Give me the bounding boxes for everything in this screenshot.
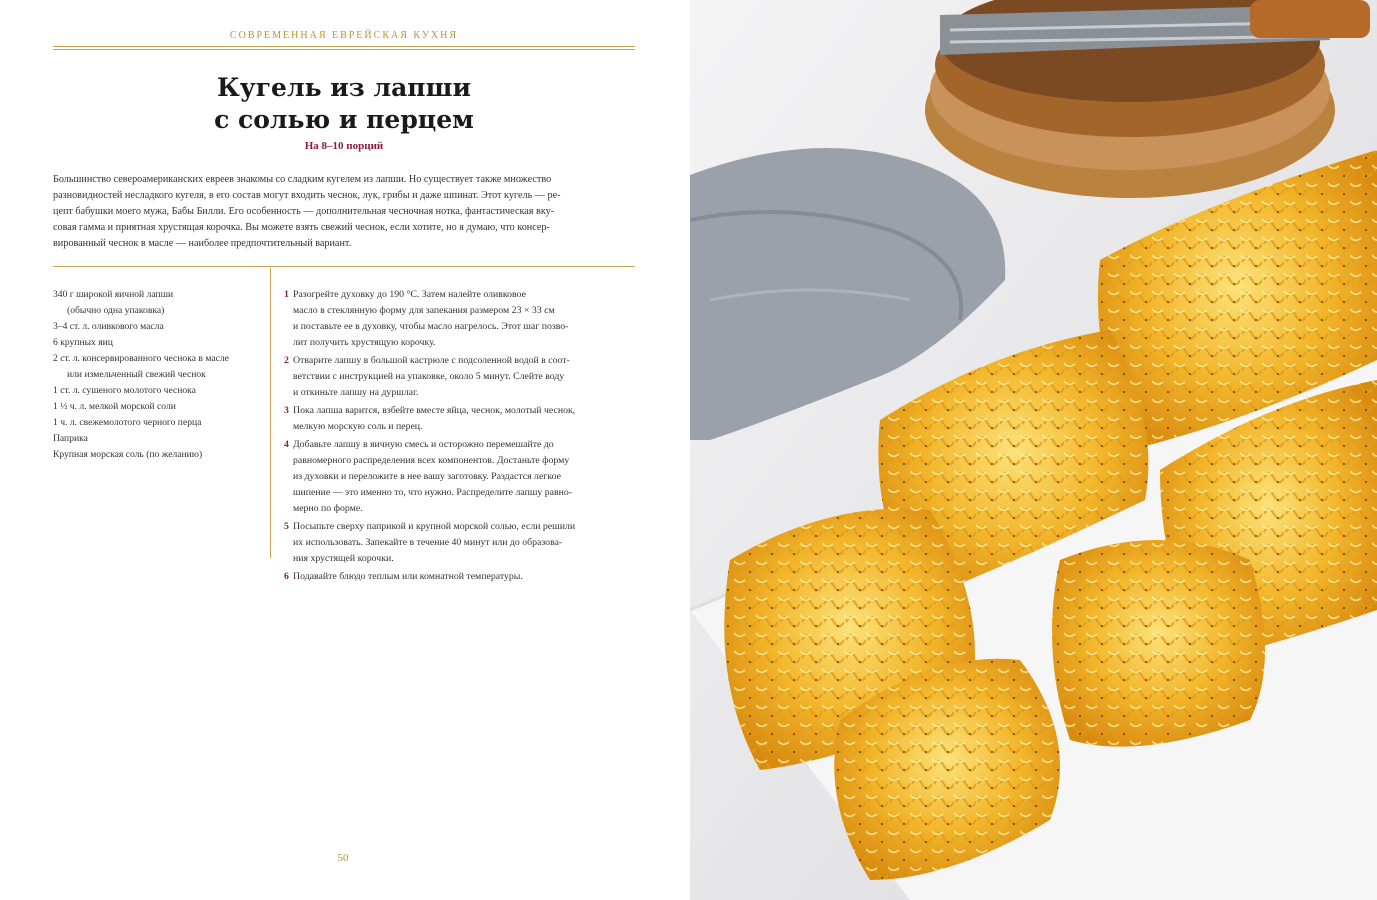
intro-line: совая гамма и приятная хрустящая корочка. Вы можете взять свежий чеснок, если хотите, но я думаю, что консер- <box>53 222 550 233</box>
step-text: Добавьте лапшу в яичную смесь и осторожно перемешайте до равномерного распределения всех компонентов. Достаньте форму из духовки и переложите в нее вашу заготовку. Раздастся легкое шипение — это именно то, что нужно. Распределите лапшу равно- мерно по форме. <box>293 439 573 514</box>
column-divider <box>270 268 271 558</box>
running-head: СОВРЕМЕННАЯ ЕВРЕЙСКАЯ КУХНЯ <box>229 30 459 41</box>
step-number: 4 <box>284 439 289 450</box>
step-item <box>284 437 636 517</box>
ingredient-item: Крупная морская соль (по желанию) <box>53 449 203 460</box>
step-text: Разогрейте духовку до 190 °С. Затем налейте оливковое масло в стеклянную форму для запекания размером 23 × 33 см и поставьте ее в духовку, чтобы масло нагрелось. Этот шаг позво- лит получить хрустящую корочку. <box>293 289 569 348</box>
header-rule <box>53 46 635 47</box>
title-line-1: Кугель из лапши <box>216 73 471 102</box>
step-number: 5 <box>284 521 289 532</box>
step-text: Пока лапша варится, взбейте вместе яйца, чеснок, молотый чеснок, мелкую морскую соль и перец. <box>293 405 576 432</box>
ingredient-item: 1 ½ ч. л. мелкой морской соли <box>53 401 176 412</box>
step-text: Отварите лапшу в большой кастрюле с подсоленной водой в соот- ветствии с инструкцией на упаковке, около 5 минут. Слейте воду и откиньте лапшу на дуршлаг. <box>293 355 570 398</box>
step-item <box>284 287 636 351</box>
intro-line: Большинство североамериканских евреев знакомы со сладким кугелем из лапши. Но существует также множество <box>53 174 552 185</box>
intro-line: вированный чеснок в масле — наиболее предпочтительный вариант. <box>53 238 352 249</box>
ingredient-item: 1 ст. л. сушеного молотого чеснока <box>53 385 196 396</box>
step-item <box>284 353 636 401</box>
ingredient-item: 2 ст. л. консервированного чеснока в масле или измельченный свежий чеснок <box>53 353 229 380</box>
ingredient-item: 3–4 ст. л. оливкового масла <box>53 321 164 332</box>
food-photo <box>690 0 1377 900</box>
step-text: Посыпьте сверху паприкой и крупной морской солью, если решили их использовать. Запекайте в течение 40 минут или до образова- ния хрустящей корочки. <box>293 521 576 564</box>
page-number: 50 <box>337 852 349 864</box>
servings: На 8–10 порций <box>304 140 384 152</box>
ingredients-list <box>53 287 263 463</box>
step-number: 1 <box>284 289 289 300</box>
step-number: 6 <box>284 571 289 582</box>
ingredient-item: 340 г широкой яичной лапши (обычно одна упаковка) <box>53 289 174 316</box>
step-item <box>284 519 636 567</box>
ingredient-item: Паприка <box>53 433 88 444</box>
intro-line: цепт бабушки моего мужа, Бабы Билли. Его особенность — дополнительная чесночная нотка, фантастическая вку- <box>53 206 555 217</box>
intro-line: разновидностей несладкого кугеля, в его состав могут входить чеснок, лук, грибы и даже шпинат. Этот кугель — ре- <box>53 190 561 201</box>
recipe-title <box>53 72 635 136</box>
steps-list <box>284 287 636 587</box>
step-item <box>284 403 636 435</box>
ingredient-item: 6 крупных яиц <box>53 337 113 348</box>
section-rule <box>53 266 635 267</box>
ingredient-item: 1 ч. л. свежемолотого черного перца <box>53 417 202 428</box>
step-item <box>284 569 636 585</box>
intro-paragraph <box>53 172 637 252</box>
step-number: 3 <box>284 405 289 416</box>
kugel-photo-illustration <box>690 0 1377 900</box>
title-line-2: с солью и перцем <box>214 105 474 134</box>
step-text: Подавайте блюдо теплым или комнатной температуры. <box>293 571 523 582</box>
step-number: 2 <box>284 355 289 366</box>
